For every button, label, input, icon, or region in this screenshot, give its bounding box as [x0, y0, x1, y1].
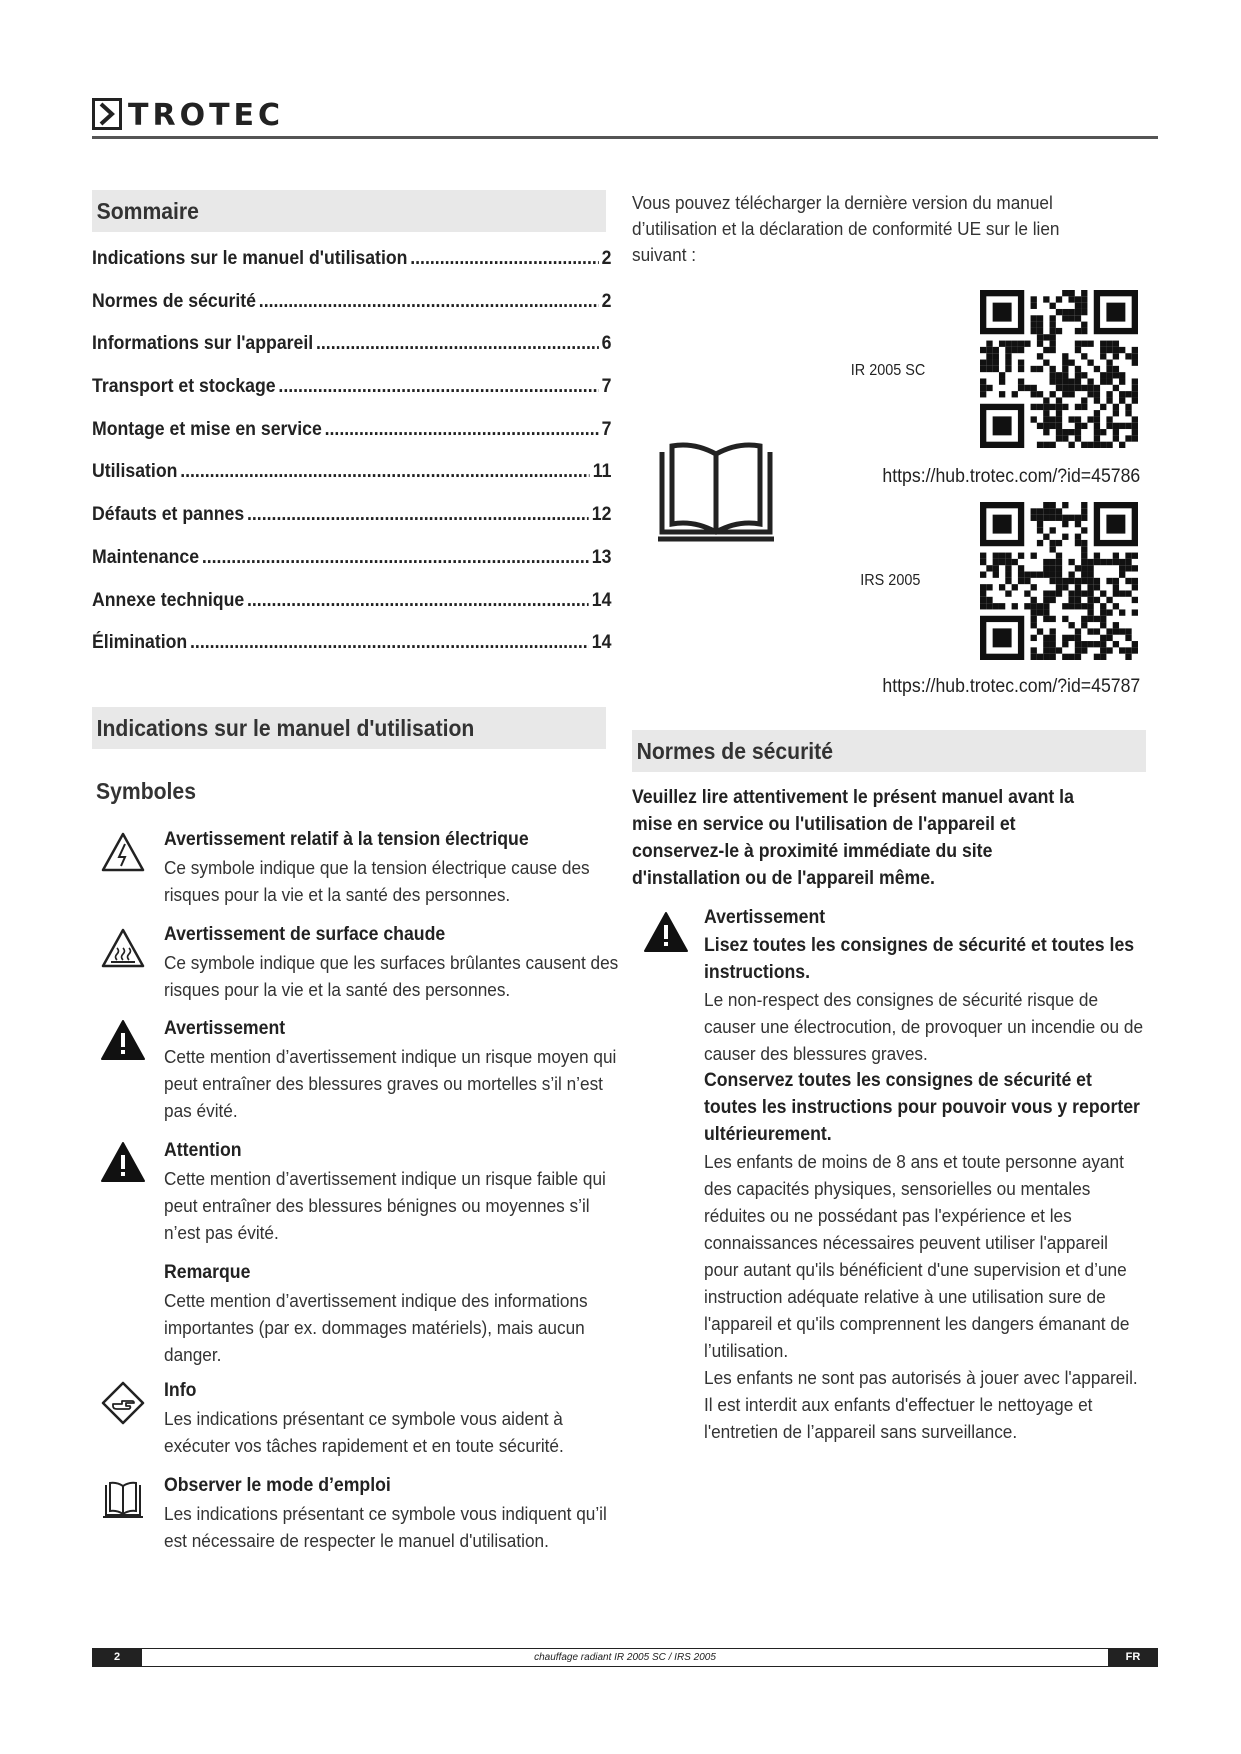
manual-book-icon: [100, 1477, 146, 1523]
qr-code-icon[interactable]: [980, 502, 1138, 660]
toc-item-label: Montage et mise en service: [92, 418, 322, 440]
toc-item-page: 13: [591, 546, 612, 568]
toc-leader: [325, 419, 599, 441]
toc-leader: [259, 291, 599, 313]
toc-leader: [316, 333, 599, 355]
safety-warning-block: [704, 904, 1149, 1445]
toc-leader: [202, 547, 589, 569]
toc-item-label: Défauts et pannes: [92, 504, 245, 526]
toc-item[interactable]: [92, 376, 611, 419]
toc-item[interactable]: [92, 248, 611, 291]
toc-item-page: 14: [591, 632, 612, 654]
toc-leader: [190, 632, 589, 654]
toc-item-label: Maintenance: [92, 546, 200, 568]
symbol-text: Cette mention d’avertissement indique des informations importantes (par ex. dommages matériels), mais aucun danger.: [164, 1290, 588, 1365]
safety-section-bar: [632, 730, 1146, 772]
attention-icon: [100, 1140, 146, 1186]
symbol-text: Cette mention d’avertissement indique un risque faible qui peut entraîner des blessures bénignes ou moyennes s’il n’est pas évité.: [164, 1168, 606, 1243]
toc-leader: [247, 504, 589, 526]
safety-bold-2: Conservez toutes les consignes de sécurité et toutes les instructions pour pouvoir vous y reporter ultérieurement.: [704, 1070, 1140, 1145]
toc-item[interactable]: [92, 632, 611, 675]
footer-doc-title: chauffage radiant IR 2005 SC / IRS 2005: [534, 1652, 716, 1663]
large-manual-book-icon: [656, 440, 776, 542]
toc-item-page: 6: [601, 333, 612, 355]
safety-warning-label: Avertissement: [704, 907, 826, 928]
symbol-text: Cette mention d’avertissement indique un risque moyen qui peut entraîner des blessures graves ou mortelles s’il n’est pas évité.: [164, 1046, 617, 1121]
safety-text-2: Les enfants de moins de 8 ans et toute personne ayant des capacités physiques, sensorielles ou mentales réduites ou ne possédant pas l'expérience et les connaissances nécessaires peuvent utiliser l'appareil pour autant qu'ils bénéficient d'une supervision et d’une instruction adéquate relative à une utilisation sure de l'appareil et qu'ils comprennent les dangers émanant de l’utilisation.: [704, 1151, 1130, 1361]
toc-item-page: 12: [591, 504, 612, 526]
symbol-text: Ce symbole indique que les surfaces brûlantes causent des risques pour la vie et la santé des personnes.: [164, 952, 619, 1000]
symbol-title: Attention: [164, 1140, 242, 1161]
toc-title: Sommaire: [96, 198, 199, 224]
toc-item-page: 7: [601, 376, 612, 398]
toc-item-page: 11: [592, 461, 612, 483]
brand-name: TROTEC: [128, 98, 285, 133]
symbol-block: [164, 1259, 624, 1368]
brand-logo: [92, 96, 332, 136]
page-footer: [92, 1648, 1158, 1667]
toc-item[interactable]: [92, 590, 611, 633]
symbol-title: Remarque: [164, 1262, 251, 1283]
header-rule: [92, 136, 1158, 139]
qr-code-icon[interactable]: [980, 290, 1138, 448]
symbol-title: Info: [164, 1380, 197, 1401]
symbol-title: Avertissement relatif à la tension électrique: [164, 829, 529, 850]
download-intro: Vous pouvez télécharger la dernière version du manuel d’utilisation et la déclaration de conformité UE sur le lien suivant :: [632, 192, 1060, 265]
toc-item[interactable]: [92, 461, 611, 504]
toc-item-page: 14: [591, 589, 612, 611]
safety-bold-1: Lisez toutes les consignes de sécurité et toutes les instructions.: [704, 935, 1135, 983]
toc-item-label: Transport et stockage: [92, 376, 276, 398]
symbol-block: [164, 921, 624, 1003]
download-link[interactable]: https://hub.trotec.com/?id=45787: [882, 676, 1140, 697]
symbol-block: [164, 1015, 624, 1124]
toc-leader: [278, 376, 598, 398]
warning-icon: [643, 910, 689, 956]
toc-item-label: Indications sur le manuel d'utilisation: [92, 248, 408, 269]
toc-item[interactable]: [92, 333, 611, 376]
symbol-block: [164, 826, 624, 908]
logo-chevron-icon: [92, 98, 122, 130]
symbols-title: Symboles: [96, 778, 196, 804]
symbol-text: Les indications présentant ce symbole vous indiquent qu’il est nécessaire de respecter le manuel d'utilisation.: [164, 1503, 607, 1551]
safety-text-1: Le non-respect des consignes de sécurité risque de causer une électrocution, de provoquer un incendie ou de causer des blessures graves.: [704, 989, 1144, 1064]
toc-item-page: 2: [601, 290, 612, 312]
toc-leader: [247, 590, 589, 612]
safety-text-3: Les enfants ne sont pas autorisés à jouer avec l'appareil. Il est interdit aux enfants d'effectuer le nettoyage et l'entretien de l’appareil sans surveillance.: [704, 1367, 1138, 1442]
toc-item-page: 7: [601, 418, 612, 440]
symbol-title: Avertissement de surface chaude: [164, 924, 446, 945]
table-of-contents: [92, 248, 614, 675]
symbol-title: Observer le mode d’emploi: [164, 1475, 391, 1496]
toc-item-label: Normes de sécurité: [92, 290, 257, 312]
toc-item-label: Utilisation: [92, 461, 178, 483]
hot-surface-icon: [100, 926, 146, 972]
manual-section-title: Indications sur le manuel d'utilisation: [96, 715, 475, 741]
toc-leader: [180, 461, 590, 483]
download-link[interactable]: https://hub.trotec.com/?id=45786: [882, 466, 1140, 487]
toc-item[interactable]: [92, 547, 611, 590]
symbol-text: Ce symbole indique que la tension électrique cause des risques pour la vie et la santé des personnes.: [164, 857, 590, 905]
toc-item[interactable]: [92, 419, 611, 462]
toc-item[interactable]: [92, 504, 611, 547]
toc-item-page: 2: [601, 248, 612, 269]
symbol-title: Avertissement: [164, 1018, 286, 1039]
safety-section-title: Normes de sécurité: [636, 738, 834, 764]
toc-item-label: Élimination: [92, 632, 188, 654]
model-label: IR 2005 SC: [850, 362, 926, 379]
manual-section-bar: [92, 707, 606, 749]
electrical-warning-icon: [100, 830, 146, 876]
info-hand-icon: [100, 1380, 146, 1426]
symbol-block: [164, 1137, 624, 1246]
model-label: IRS 2005: [860, 572, 921, 589]
toc-item-label: Annexe technique: [92, 589, 245, 611]
safety-intro: Veuillez lire attentivement le présent manuel avant la mise en service ou l'utilisation de l'appareil et conservez-le à proximité immédiate du site d'installation ou de l'appareil même.: [632, 787, 1074, 889]
toc-item-label: Informations sur l'appareil: [92, 333, 314, 355]
footer-language: FR: [1108, 1649, 1158, 1666]
warning-icon: [100, 1018, 146, 1064]
symbol-block: [164, 1377, 624, 1459]
symbol-block: [164, 1472, 624, 1554]
symbol-text: Les indications présentant ce symbole vous aident à exécuter vos tâches rapidement et en toute sécurité.: [164, 1408, 564, 1456]
toc-title-bar: [92, 190, 606, 232]
toc-item[interactable]: [92, 291, 611, 334]
footer-page-number: 2: [92, 1649, 142, 1666]
toc-leader: [410, 248, 599, 270]
